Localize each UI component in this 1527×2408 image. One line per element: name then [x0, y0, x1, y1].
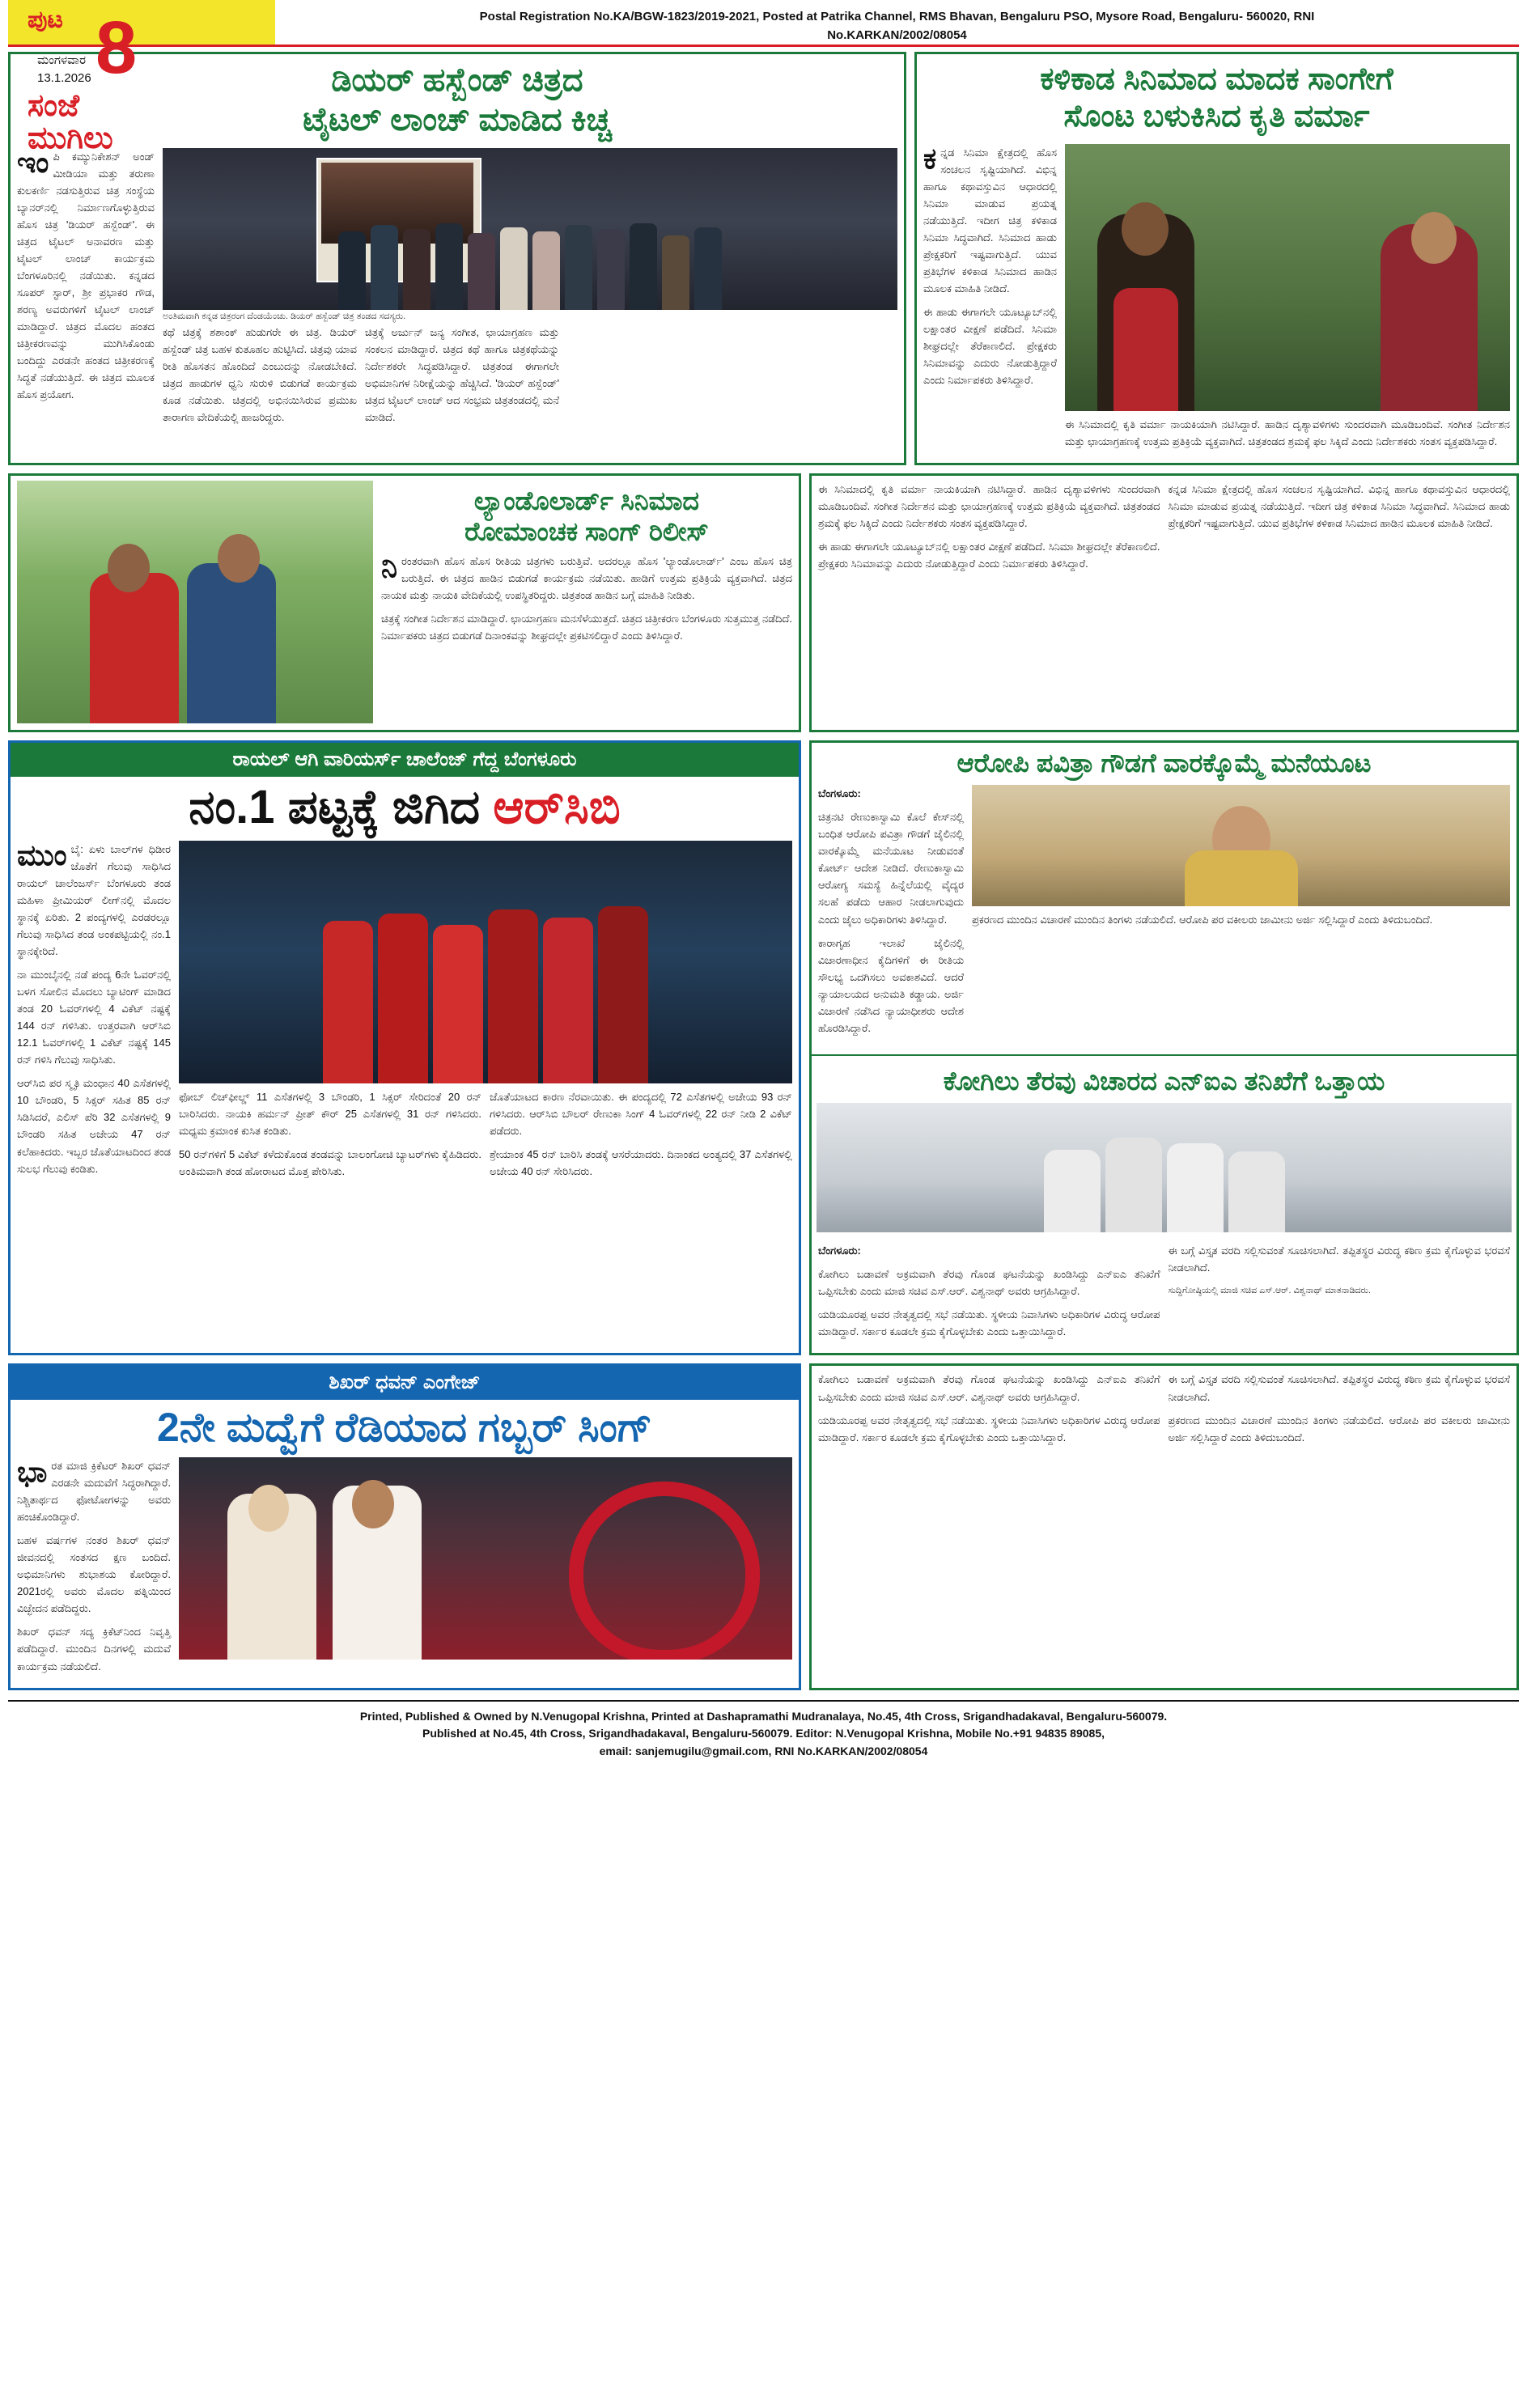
- story-d-text-1: ಚಿತ್ರನಟಿ ರೇಣುಕಾಸ್ವಾಮಿ ಕೊಲೆ ಕೇಸ್‌ನಲ್ಲಿ ಬಂಧಿತ ಆರೋಪಿ ಪವಿತ್ರಾ ಗೌಡಗೆ ಜೈಲಿನಲ್ಲಿ ವಾರಕ್ಕೊಮ್ಮೆ ಮನೆಯೂಟ ನೀಡುವಂತೆ ಕೋರ್ಟ್ ಆದೇಶ ನೀಡಿದೆ. ರೇಣುಕಾಸ್ವಾಮಿ ಆರೋಗ್ಯ ಸಮಸ್ಯೆ ಹಿನ್ನೆಲೆಯಲ್ಲಿ ವೈದ್ಯರ ಸಲಹೆ ಪಡೆದು ಆಹಾರ ನೀಡಲಾಗುವುದು ಎಂದು ಜೈಲು ಅಧಿಕಾರಿಗಳು ತಿಳಿಸಿದ್ದಾರೆ.: [818, 811, 964, 926]
- masthead-registration-block: [275, 0, 1519, 45]
- story-c-photo: [17, 481, 373, 723]
- story-e-photo-caption: ಸುದ್ದಿಗೋಷ್ಠಿಯಲ್ಲಿ ಮಾಜಿ ಸಚಿವ ಎಸ್.ಆರ್. ವಿಶ್ವನಾಥ್ ಮಾತನಾಡಿದರು.: [1168, 1286, 1371, 1296]
- sports-text-6: ಜೊತೆಯಾಟದ ಕಾರಣ ನೆರವಾಯಿತು. ಈ ಪಂದ್ಯದಲ್ಲಿ 72 ಎಸೆತಗಳಲ್ಲಿ ಅಜೇಯ 93 ರನ್ ಗಳಿಸಿದರು. ಆರ್‌ಸಿಬಿ ಬೌಲರ್ ರೇಣುಕಾ ಸಿಂಗ್ 4 ಓವರ್‌ಗಳಲ್ಲಿ 22 ರನ್ ನೀಡಿ 2 ವಿಕೆಟ್ ಪಡೆದರು.: [490, 1090, 792, 1137]
- story-a-text-2: ಕಥೆ ಚಿತ್ರಕ್ಕೆ ಶಶಾಂಕ್ ಹುಡುಗರೇ ಈ ಚಿತ್ರ. ಡಿಯರ್ ಹಸ್ಬೆಂಡ್ ಚಿತ್ರ ಬಹಳ ಕುತೂಹಲ ಹುಟ್ಟಿಸಿದೆ. ಚಿತ್ರವು ಯಾವ ರೀತಿ ಹೊಸತನ ಹೊಂದಿದೆ ಎಂಬುದನ್ನು ನೋಡಬೇಕಿದೆ. ಚಿತ್ರದ ಹಾಡುಗಳ ಧ್ವನಿ ಸುರುಳಿ ಬಿಡುಗಡೆ ಕಾರ್ಯಕ್ರಮ ಕೂಡ ನಡೆಯಿತು. ಚಿತ್ರದಲ್ಲಿ ಅಭಿನಯಿಸಿರುವ ಪ್ರಮುಖ ತಾರಾಗಣ ವೇದಿಕೆಯಲ್ಲಿ ಹಾಜರಿದ್ದರು.: [163, 325, 357, 423]
- story-b-cont-columns: [812, 476, 1516, 585]
- story-c-headline-line1: ಲ್ಯಾಂಡೊಲಾರ್ಡ್ ಸಿನಿಮಾದ: [473, 485, 700, 515]
- story-b-headline-line2: ಸೊಂಟ ಬಳುಕಿಸಿದ ಕೃತಿ ವರ್ಮಾ: [1063, 100, 1370, 134]
- paper-title-line1: ಸಂಜೆ: [28, 89, 80, 123]
- story-b-text-2: ಈ ಸಿನಿಮಾದಲ್ಲಿ ಕೃತಿ ವರ್ಮಾ ನಾಯಕಿಯಾಗಿ ನಟಿಸಿದ್ದಾರೆ. ಹಾಡಿನ ದೃಶ್ಯಾವಳಿಗಳು ಸುಂದರವಾಗಿ ಮೂಡಿಬಂದಿವೆ. ಸಂಗೀತ ನಿರ್ದೇಶನ ಮತ್ತು ಛಾಯಾಗ್ರಹಣಕ್ಕೆ ಉತ್ತಮ ಪ್ರತಿಕ್ರಿಯೆ ವ್ಯಕ್ತವಾಗಿದೆ. ಚಿತ್ರತಂಡದ ಶ್ರಮಕ್ಕೆ ಫಲ ಸಿಕ್ಕಿದೆ ಎಂದು ನಿರ್ದೇಶಕರು ಸಂತಸ ವ್ಯಕ್ತಪಡಿಸಿದ್ದಾರೆ.: [1065, 418, 1510, 447]
- story-d-col-1: [818, 785, 964, 1043]
- sports-text-1: ಮುಂಬೈ: ಏಳು ಬಾಲ್‌ಗಳ ಧಿಡೀರ ಜೊತೆಗೆ ಗೆಲುವು ಸಾಧಿಸಿದ ರಾಯಲ್ ಚಾಲೆಂಜರ್ಸ್ ಬೆಂಗಳೂರು ತಂಡ ಮಹಿಳಾ ಪ್ರೀಮಿಯರ್ ಲೀಗ್‌ನಲ್ಲಿ ಮೊದಲ ಸ್ಥಾನಕ್ಕೆ ಏರಿತು. 2 ಪಂದ್ಯಗಳಲ್ಲಿ ಎರಡರಲ್ಲೂ ಗೆಲುವು ಸಾಧಿಸಿದ ತಂಡ ಅಂಕಪಟ್ಟಿಯಲ್ಲಿ ನಂ.1 ಸ್ಥಾನಕ್ಕೇರಿದೆ.: [17, 837, 171, 957]
- paper-title-line2: ಮುಗಿಲು: [28, 121, 113, 155]
- story-d-right: [972, 785, 1510, 1043]
- story-e-columns: [812, 1237, 1516, 1353]
- sports-text-2: ನಾ ಮುಂಬೈನಲ್ಲಿ ನಡೆ ಪಂದ್ಯ 6ನೇ ಓವರ್‌ನಲ್ಲಿ ಬಳಗ ಸೋಲಿನ ಮೊದಲು ಬ್ಯಾಟಿಂಗ್ ಮಾಡಿದ ತಂಡ 20 ಓವರ್‌ಗಳಲ್ಲಿ 4 ವಿಕೆಟ್ ನಷ್ಟಕ್ಕೆ 144 ರನ್ ಗಳಿಸಿತು. ಉತ್ತರವಾಗಿ ಆರ್‌ಸಿಬಿ 12.1 ಓವರ್‌ಗಳಲ್ಲಿ 1 ವಿಕೆಟ್ ನಷ್ಟಕ್ಕೆ 145 ರನ್ ಗಳಿಸಿ ಗೆಲುವು ಸಾಧಿಸಿತು.: [17, 969, 171, 1066]
- story-e-cont-text-1: ಕೋಗಿಲು ಬಡಾವಣೆ ಅಕ್ರಮವಾಗಿ ತೆರವು ಗೊಂಡ ಘಟನೆಯನ್ನು ಖಂಡಿಸಿದ್ದು ಎನ್‌ಐಎ ತನಿಖೆಗೆ ಒಪ್ಪಿಸಬೇಕು ಎಂದು ಮಾಜಿ ಸಚಿವ ಎಸ್.ಆರ್. ವಿಶ್ವನಾಥ್ ಅವರು ಆಗ್ರಹಿಸಿದ್ದಾರೆ.: [818, 1373, 1160, 1403]
- sports-col-2: [179, 1088, 481, 1186]
- sports-headline: [11, 777, 799, 836]
- story-e-continuation: [809, 1363, 1519, 1689]
- story-dhawan: [8, 1363, 801, 1689]
- story-b-cont-text-3: ಕನ್ನಡ ಸಿನಿಮಾ ಕ್ಷೇತ್ರದಲ್ಲಿ ಹೊಸ ಸಂಚಲನ ಸೃಷ್ಟಿಯಾಗಿದೆ. ವಿಭಿನ್ನ ಹಾಗೂ ಕಥಾವಸ್ತುವಿನ ಆಧಾರದಲ್ಲಿ ಸಿನಿಮಾ ಮಾಡುವ ಪ್ರಯತ್ನ ನಡೆಯುತ್ತಿದೆ. ಇದೀಗ ಚಿತ್ರ ಕಳಿಕಾಡ ಸಿನಿಮಾ ಸಿದ್ಧವಾಗಿದೆ. ಸಿನಿಮಾದ ಹಾಡು ಪ್ರೇಕ್ಷಕರಿಗೆ ಇಷ್ಟವಾಗುತ್ತಿದೆ. ಯುವ ಪ್ರತಿಭೆಗಳ ಕಳಿಕಾಡ ಸಿನಿಮಾದ ಹಾಡಿನ ಮೂಲಕ ಮಾಹಿತಿ ನೀಡಿದೆ.: [1168, 482, 1510, 529]
- sports-row: [8, 740, 1519, 1356]
- story-b-columns: [917, 139, 1516, 463]
- story-f-photo: [179, 1457, 792, 1660]
- story-c-text-2: ಚಿತ್ರಕ್ಕೆ ಸಂಗೀತ ನಿರ್ದೇಶನ ಮಾಡಿದ್ದಾರೆ. ಛಾಯಾಗ್ರಹಣ ಮನಸೆಳೆಯುತ್ತದೆ. ಚಿತ್ರದ ಚಿತ್ರೀಕರಣ ಬೆಂಗಳೂರು ಸುತ್ತಮುತ್ತ ನಡೆದಿದೆ. ನಿರ್ಮಾಪಕರು ಚಿತ್ರದ ಬಿಡುಗಡೆ ದಿನಾಂಕವನ್ನು ಶೀಘ್ರದಲ್ಲೇ ಪ್ರಕಟಿಸಲಿದ್ದಾರೆ ಎಂದು ತಿಳಿಸಿದ್ದಾರೆ.: [381, 612, 792, 642]
- page-label: ಪುಟ: [28, 6, 64, 33]
- story-e-text-2: ಯಡಿಯೂರಪ್ಪ ಅವರ ನೇತೃತ್ವದಲ್ಲಿ ಸಭೆ ನಡೆಯಿತು. ಸ್ಥಳೀಯ ನಿವಾಸಿಗಳು ಅಧಿಕಾರಿಗಳ ವಿರುದ್ಧ ಆರೋಪ ಮಾಡಿದ್ದಾರೆ. ಸರ್ಕಾರ ಕೂಡಲೇ ಕ್ರಮ ಕೈಗೊಳ್ಳಬೇಕು ಎಂದು ಒತ್ತಾಯಿಸಿದ್ದಾರೆ.: [818, 1308, 1160, 1338]
- mid-stories-row: [8, 473, 1519, 732]
- story-d-columns: [812, 780, 1516, 1049]
- story-a-col-1: [17, 145, 155, 432]
- story-b-col-2: [1065, 416, 1510, 456]
- story-a-right: [163, 148, 897, 432]
- story-f-text-1: ಭಾರತ ಮಾಜಿ ಕ್ರಿಕೆಟರ್ ಶಿಖರ್ ಧವನ್ ಎರಡನೇ ಮದುವೆಗೆ ಸಿದ್ಧರಾಗಿದ್ದಾರೆ. ನಿಶ್ಚಿತಾರ್ಥದ ಫೋಟೋಗಳನ್ನು ಅವರು ಹಂಚಿಕೊಂಡಿದ್ದಾರೆ.: [17, 1454, 171, 1524]
- story-e-text-3: ಈ ಬಗ್ಗೆ ವಿಸ್ತೃತ ವರದಿ ಸಲ್ಲಿಸುವಂತೆ ಸೂಚಿಸಲಾಗಿದೆ. ತಪ್ಪಿತಸ್ಥರ ವಿರುದ್ಧ ಕಠಿಣ ಕ್ರಮ ಕೈಗೊಳ್ಳುವ ಭರವಸೆ ನೀಡಲಾಗಿದೆ.: [1168, 1244, 1510, 1274]
- story-b-headline: [917, 54, 1516, 139]
- footer-line-1: Printed, Published & Owned by N.Venugopal Krishna, Printed at Dashapramathi Mudranalaya, No.45, 4th Cross, Srigandhadakaval, Bengaluru-560079.: [359, 1709, 1168, 1723]
- story-f-columns: [11, 1452, 799, 1688]
- top-stories-row: [8, 52, 1519, 465]
- story-f-headline: 2ನೇ ಮದ್ವೆಗೆ ರೆಡಿಯಾದ ಗಬ್ಬರ್ ಸಿಂಗ್: [156, 1405, 653, 1451]
- story-f-banner: ಶಿಖರ್ ಧವನ್ ಎಂಗೇಜ್: [11, 1366, 799, 1400]
- story-c-headline: [381, 481, 792, 549]
- story-e-col-1: [818, 1242, 1160, 1346]
- story-b-text-1: ಕನ್ನಡ ಸಿನಿಮಾ ಕ್ಷೇತ್ರದಲ್ಲಿ ಹೊಸ ಸಂಚಲನ ಸೃಷ್ಟಿಯಾಗಿದೆ. ವಿಭಿನ್ನ ಹಾಗೂ ಕಥಾವಸ್ತುವಿನ ಆಧಾರದಲ್ಲಿ ಸಿನಿಮಾ ಮಾಡುವ ಪ್ರಯತ್ನ ನಡೆಯುತ್ತಿದೆ. ಇದೀಗ ಚಿತ್ರ ಕಳಿಕಾಡ ಸಿನಿಮಾ ಸಿದ್ಧವಾಗಿದೆ. ಸಿನಿಮಾದ ಹಾಡು ಪ್ರೇಕ್ಷಕರಿಗೆ ಇಷ್ಟವಾಗುತ್ತಿದೆ. ಯುವ ಪ್ರತಿಭೆಗಳ ಕಳಿಕಾಡ ಸಿನಿಮಾದ ಹಾಡಿನ ಮೂಲಕ ಮಾಹಿತಿ ನೀಡಿದೆ.: [923, 141, 1057, 295]
- sports-story: [8, 740, 801, 1356]
- story-c-headline-line2: ರೋಮಾಂಚಕ ಸಾಂಗ್ ರಿಲೀಸ್: [464, 517, 709, 547]
- story-b-continuation: [809, 473, 1519, 732]
- story-e-cont-text-4: ಪ್ರಕರಣದ ಮುಂದಿನ ವಿಚಾರಣೆ ಮುಂದಿನ ತಿಂಗಳು ನಡೆಯಲಿದೆ. ಆರೋಪಿ ಪರ ವಕೀಲರು ಜಾಮೀನು ಅರ್ಜಿ ಸಲ್ಲಿಸಿದ್ದಾರೆ ಎಂದು ತಿಳಿದುಬಂದಿದೆ.: [1168, 1414, 1510, 1444]
- story-d-text-3: ಪ್ರಕರಣದ ಮುಂದಿನ ವಿಚಾರಣೆ ಮುಂದಿನ ತಿಂಗಳು ನಡೆಯಲಿದೆ. ಆರೋಪಿ ಪರ ವಕೀಲರು ಜಾಮೀನು ಅರ್ಜಿ ಸಲ್ಲಿಸಿದ್ದಾರೆ ಎಂದು ತಿಳಿದುಬಂದಿದೆ.: [972, 914, 1433, 926]
- story-d-dateline: ಬೆಂಗಳೂರು:: [818, 787, 861, 800]
- story-b-cont-col-2: [1169, 481, 1511, 579]
- story-c-columns: [11, 476, 799, 730]
- story-e-col-2: [1169, 1242, 1511, 1346]
- story-c-photo-wrap: [17, 481, 373, 723]
- story-e-photo: [817, 1103, 1512, 1232]
- sports-photo: [179, 841, 792, 1083]
- story-b-photo: [1065, 144, 1510, 411]
- sports-text-3: ಆರ್‌ಸಿಬಿ ಪರ ಸ್ಮೃತಿ ಮಂಧಾನ 40 ಎಸೆತಗಳಲ್ಲಿ 10 ಬೌಂಡರಿ, 5 ಸಿಕ್ಸರ್ ಸಹಿತ 85 ರನ್ ಸಿಡಿಸಿದರೆ, ಎಲಿಸ್ ಪೆರಿ 32 ಎಸೆತಗಳಲ್ಲಿ 9 ಬೌಂಡರಿ ಸಹಿತ ಅಜೇಯ 47 ರನ್ ಕಲೆಹಾಕಿದರು. ಇಬ್ಬರ ಜೊತೆಯಾಟದಿಂದ ತಂಡ ಸುಲಭ ಗೆಲುವು ಕಂಡಿತು.: [17, 1077, 171, 1175]
- story-a-columns: [11, 143, 904, 439]
- story-c-text-1: ನಿರಂತರವಾಗಿ ಹೊಸ ಹೊಸ ರೀತಿಯ ಚಿತ್ರಗಳು ಬರುತ್ತಿವೆ. ಅದರಲ್ಲೂ ಹೊಸ 'ಲ್ಯಾಂಡೊಲಾರ್ಡ್' ಎಂಬ ಹೊಸ ಚಿತ್ರ ಬರುತ್ತಿದೆ. ಈ ಚಿತ್ರದ ಹಾಡಿನ ಬಿಡುಗಡೆ ಕಾರ್ಯಕ್ರಮ ನಡೆಯಿತು. ಹಾಡಿಗೆ ಉತ್ತಮ ಪ್ರತಿಕ್ರಿಯೆ ವ್ಯಕ್ತವಾಗಿದೆ. ಚಿತ್ರದ ನಾಯಕ ಮತ್ತು ನಾಯಕಿ ವೇದಿಕೆಯಲ್ಲಿ ಉಪಸ್ಥಿತರಿದ್ದರು. ಚಿತ್ರತಂಡ ಹಾಡಿನ ಬಗ್ಗೆ ಮಾಹಿತಿ ನೀಡಿತು.: [381, 549, 792, 601]
- story-a-text-3: ಚಿತ್ರಕ್ಕೆ ಅರ್ಜುನ್ ಜನ್ಯ ಸಂಗೀತ, ಛಾಯಾಗ್ರಹಣ ಮತ್ತು ಸಂಕಲನ ಮಾಡಿದ್ದಾರೆ. ಚಿತ್ರದ ಕಥೆ ಹಾಗೂ ಚಿತ್ರಕಥೆಯನ್ನು ನಿರ್ದೇಶಕರೇ ಸಿದ್ಧಪಡಿಸಿದ್ದಾರೆ. ಚಿತ್ರತಂಡ ಈಗಾಗಲೇ ಅಭಿಮಾನಿಗಳ ನಿರೀಕ್ಷೆಯನ್ನು ಹೆಚ್ಚಿಸಿದೆ. 'ಡಿಯರ್ ಹಸ್ಬೆಂಡ್' ಚಿತ್ರದ ಟೈಟಲ್ ಲಾಂಚ್ ಆದ ಸಂಭ್ರಮ ಚಿತ್ರತಂಡದಲ್ಲಿ ಮನೆ ಮಾಡಿದೆ.: [365, 325, 559, 423]
- story-f-col-1: [17, 1454, 171, 1681]
- story-b-headline-line1: ಕಳಿಕಾಡ ಸಿನಿಮಾದ ಮಾದಕ ಸಾಂಗೇಗೆ: [1040, 62, 1393, 96]
- story-a-headline-line2: ಟೈಟಲ್ ಲಾಂಚ್ ಮಾಡಿದ ಕಿಚ್ಚ: [303, 101, 612, 138]
- paper-title: [28, 91, 113, 155]
- page-number: 8: [95, 6, 138, 89]
- story-d-col-2: [972, 906, 1510, 928]
- story-e-dateline: ಬೆಂಗಳೂರು:: [818, 1244, 861, 1257]
- date-label: 13.1.2026: [37, 71, 91, 85]
- story-f-text-3: ಶಿಖರ್ ಧವನ್ ಸದ್ಯ ಕ್ರಿಕೆಟ್‌ನಿಂದ ನಿವೃತ್ತಿ ಪಡೆದಿದ್ದಾರೆ. ಮುಂದಿನ ದಿನಗಳಲ್ಲಿ ಮದುವೆ ಕಾರ್ಯಕ್ರಮ ನಡೆಯಲಿದೆ.: [17, 1626, 171, 1672]
- story-e-cont-columns: [812, 1366, 1516, 1458]
- story-b-cont-col-1: [818, 481, 1160, 579]
- story-d-photo: [972, 785, 1510, 906]
- story-e-headline: ಕೋಗಿಲು ತೆರವು ವಿಚಾರದ ಎನ್‌ಐಎ ತನಿಖೆಗೆ ಒತ್ತಾಯ: [943, 1066, 1385, 1096]
- story-e-cont-text-3: ಈ ಬಗ್ಗೆ ವಿಸ್ತೃತ ವರದಿ ಸಲ್ಲಿಸುವಂತೆ ಸೂಚಿಸಲಾಗಿದೆ. ತಪ್ಪಿತಸ್ಥರ ವಿರುದ್ಧ ಕಠಿಣ ಕ್ರಮ ಕೈಗೊಳ್ಳುವ ಭರವಸೆ ನೀಡಲಾಗಿದೆ.: [1168, 1373, 1510, 1403]
- sports-right: [179, 841, 792, 1186]
- story-dear-husband: [8, 52, 906, 465]
- footer-line-3: email: sanjemugilu@gmail.com, RNI No.KARKAN/2002/08054: [599, 1744, 928, 1757]
- sports-headline-plain: ನಂ.1 ಪಟ್ಟಕ್ಕೆ ಜಿಗಿದ: [189, 780, 494, 833]
- story-f-photo-wrap: [179, 1457, 792, 1681]
- sports-columns: [11, 836, 799, 1193]
- page-footer: [8, 1700, 1519, 1772]
- story-b-text-3: ಈ ಹಾಡು ಈಗಾಗಲೇ ಯೂಟ್ಯೂಬ್‌ನಲ್ಲಿ ಲಕ್ಷಾಂತರ ವೀಕ್ಷಣೆ ಪಡೆದಿದೆ. ಸಿನಿಮಾ ಶೀಘ್ರದಲ್ಲೇ ತೆರೆಕಾಣಲಿದೆ. ಪ್ರೇಕ್ಷಕರು ಸಿನಿಮಾವನ್ನು ಎದುರು ನೋಡುತ್ತಿದ್ದಾರೆ ಎಂದು ನಿರ್ಮಾಪಕರು ತಿಳಿಸಿದ್ದಾರೆ.: [923, 306, 1057, 387]
- story-e-cont-text-2: ಯಡಿಯೂರಪ್ಪ ಅವರ ನೇತೃತ್ವದಲ್ಲಿ ಸಭೆ ನಡೆಯಿತು. ಸ್ಥಳೀಯ ನಿವಾಸಿಗಳು ಅಧಿಕಾರಿಗಳ ವಿರುದ್ಧ ಆರೋಪ ಮಾಡಿದ್ದಾರೆ. ಸರ್ಕಾರ ಕೂಡಲೇ ಕ್ರಮ ಕೈಗೊಳ್ಳಬೇಕು ಎಂದು ಒತ್ತಾಯಿಸಿದ್ದಾರೆ.: [818, 1414, 1160, 1444]
- story-e-cont-col-2: [1169, 1371, 1511, 1452]
- story-d-text-2: ಕಾರಾಗೃಹ ಇಲಾಖೆ ಜೈಲಿನಲ್ಲಿ ವಿಚಾರಣಾಧೀನ ಕೈದಿಗಳಿಗೆ ಈ ರೀತಿಯ ಸೌಲಭ್ಯ ಒದಗಿಸಲು ಅವಕಾಶವಿದೆ. ಆದರೆ ನ್ಯಾಯಾಲಯದ ಅನುಮತಿ ಕಡ್ಡಾಯ. ಅರ್ಜಿ ವಿಚಾರಣೆ ನಡೆಸಿದ ನ್ಯಾಯಾಧೀಶರು ಆದೇಶ ಹೊರಡಿಸಿದ್ದಾರೆ.: [818, 936, 964, 1034]
- sports-text-5: 50 ರನ್‌ಗಳಿಗೆ 5 ವಿಕೆಟ್ ಕಳೆದುಕೊಂಡ ತಂಡವನ್ನು ಬಾಲಂಗೋಚಿ ಬ್ಯಾಟರ್‌ಗಳು ಕೈಹಿಡಿದರು. ಅಂತಿಮವಾಗಿ ತಂಡ ಹೋರಾಟದ ಮೊತ್ತ ಪೇರಿಸಿತು.: [179, 1147, 481, 1177]
- story-a-col-2: [163, 324, 357, 432]
- story-landlord: [8, 473, 801, 732]
- sports-text-4: ಫೋಬ್ ಲಿಚ್‌ಫೀಲ್ಡ್ 11 ಎಸೆತಗಳಲ್ಲಿ 3 ಬೌಂಡರಿ, 1 ಸಿಕ್ಸರ್ ಸೇರಿದಂತೆ 20 ರನ್ ಬಾರಿಸಿದರು. ನಾಯಕಿ ಹರ್ಮನ್ ಪ್ರೀತ್ ಕೌರ್ 25 ಎಸೆತಗಳಲ್ಲಿ 31 ರನ್ ಗಳಿಸಿದರು. ಮಧ್ಯಮ ಕ್ರಮಾಂಕ ಕುಸಿತ ಕಂಡಿತು.: [179, 1090, 481, 1137]
- story-b-cont-text-1: ಈ ಸಿನಿಮಾದಲ್ಲಿ ಕೃತಿ ವರ್ಮಾ ನಾಯಕಿಯಾಗಿ ನಟಿಸಿದ್ದಾರೆ. ಹಾಡಿನ ದೃಶ್ಯಾವಳಿಗಳು ಸುಂದರವಾಗಿ ಮೂಡಿಬಂದಿವೆ. ಸಂಗೀತ ನಿರ್ದೇಶನ ಮತ್ತು ಛಾಯಾಗ್ರಹಣಕ್ಕೆ ಉತ್ತಮ ಪ್ರತಿಕ್ರಿಯೆ ವ್ಯಕ್ತವಾಗಿದೆ. ಚಿತ್ರತಂಡದ ಶ್ರಮಕ್ಕೆ ಫಲ ಸಿಕ್ಕಿದೆ ಎಂದು ನಿರ್ದೇಶಕರು ಸಂತಸ ವ್ಯಕ್ತಪಡಿಸಿದ್ದಾರೆ.: [818, 482, 1160, 529]
- story-a-col-3: [365, 324, 559, 432]
- story-a-headline: [11, 54, 904, 143]
- story-b-right: [1065, 144, 1510, 456]
- masthead-flag: [8, 0, 275, 155]
- footer-line-2: Published at No.45, 4th Cross, Srigandhadakaval, Bengaluru-560079. Editor: N.Venugopal Krishna, Mobile No.+91 94835 89085,: [422, 1727, 1105, 1740]
- story-pavithra-gowda: [809, 740, 1519, 1356]
- story-d-headline: ಆರೋಪಿ ಪವಿತ್ರಾ ಗೌಡಗೆ ವಾರಕ್ಕೊಮ್ಮೆ ಮನೆಯೂಟ: [956, 748, 1372, 778]
- story-f-text-2: ಬಹಳ ವರ್ಷಗಳ ನಂತರ ಶಿಖರ್ ಧವನ್ ಜೀವನದಲ್ಲಿ ಸಂತಸದ ಕ್ಷಣ ಬಂದಿದೆ. ಅಭಿಮಾನಿಗಳು ಶುಭಾಶಯ ಕೋರಿದ್ದಾರೆ. 2021ರಲ್ಲಿ ಅವರು ಮೊದಲ ಪತ್ನಿಯಿಂದ ವಿಚ್ಛೇದನ ಪಡೆದಿದ್ದರು.: [17, 1534, 171, 1615]
- story-c-body: [381, 481, 792, 723]
- day-label: ಮಂಗಳವಾರ: [37, 53, 87, 67]
- sports-headline-red: ಆರ್‌ಸಿಬಿ: [493, 780, 621, 833]
- story-e-text-1: ಕೋಗಿಲು ಬಡಾವಣೆ ಅಕ್ರಮವಾಗಿ ತೆರವು ಗೊಂಡ ಘಟನೆಯನ್ನು ಖಂಡಿಸಿದ್ದು ಎನ್‌ಐಎ ತನಿಖೆಗೆ ಒಪ್ಪಿಸಬೇಕು ಎಂದು ಮಾಜಿ ಸಚಿವ ಎಸ್.ಆರ್. ವಿಶ್ವನಾಥ್ ಅವರು ಆಗ್ರಹಿಸಿದ್ದಾರೆ.: [818, 1268, 1160, 1298]
- story-b-cont-text-2: ಈ ಹಾಡು ಈಗಾಗಲೇ ಯೂಟ್ಯೂಬ್‌ನಲ್ಲಿ ಲಕ್ಷಾಂತರ ವೀಕ್ಷಣೆ ಪಡೆದಿದೆ. ಸಿನಿಮಾ ಶೀಘ್ರದಲ್ಲೇ ತೆರೆಕಾಣಲಿದೆ. ಪ್ರೇಕ್ಷಕರು ಸಿನಿಮಾವನ್ನು ಎದುರು ನೋಡುತ್ತಿದ್ದಾರೆ ಎಂದು ನಿರ್ಮಾಪಕರು ತಿಳಿಸಿದ್ದಾರೆ.: [818, 540, 1160, 570]
- story-e-cont-col-1: [818, 1371, 1160, 1452]
- story-kalikaada: [914, 52, 1519, 465]
- story-a-headline-line1: ಡಿಯರ್ ಹಸ್ಬೆಂಡ್ ಚಿತ್ರದ: [331, 62, 583, 98]
- sports-banner: ರಾಯಲ್ ಆಗಿ ವಾರಿಯರ್ಸ್ ಚಾಲೆಂಜ್ ಗೆದ್ದ ಬೆಂಗಳೂರು: [11, 743, 799, 777]
- sports-col-1: [17, 837, 171, 1186]
- sports-col-3: [490, 1088, 792, 1186]
- story-c-col-1: [381, 549, 792, 651]
- story-b-col-1: [923, 141, 1057, 456]
- registration-text: Postal Registration No.KA/BGW-1823/2019-2021, Posted at Patrika Channel, RMS Bhavan, Bengaluru PSO, Mysore Road, Bengaluru- 560020, RNI No.KARKAN/2002/08054: [479, 10, 1315, 42]
- story-a-photo: [163, 148, 897, 310]
- sports-text-7: ಶ್ರೇಯಾಂಕ 45 ರನ್ ಬಾರಿಸಿ ತಂಡಕ್ಕೆ ಆಸರೆಯಾದರು. ದಿನಾಂಕದ ಅಂತ್ಯದಲ್ಲಿ 37 ಎಸೆತಗಳಲ್ಲಿ ಅಜೇಯ 40 ರನ್ ಸೇರಿಸಿದರು.: [490, 1147, 792, 1177]
- story-a-text-1: ಇಂಪಿ ಕಮ್ಯುನಿಕೇಶನ್ ಅಂಡ್ ಮೀಡಿಯಾ ಮತ್ತು ತರುಣಾ ಕುಲಕರ್ಣಿ ನಡಸುತ್ತಿರುವ ಚಿತ್ರ ಸಂಸ್ಥೆಯ ಬ್ಯಾನರ್‌ನಲ್ಲಿ ನಿರ್ಮಾಣಗೊಳ್ಳುತ್ತಿರುವ ಹೊಸ ಚಿತ್ರ 'ಡಿಯರ್ ಹಸ್ಬೆಂಡ್'. ಈ ಚಿತ್ರದ ಟೈಟಲ್ ಅನಾವರಣ ಮತ್ತು ಟೈಟಲ್ ಲಾಂಚ್ ಕಾರ್ಯಕ್ರಮ ಬೆಂಗಳೂರಿನಲ್ಲಿ ನಡೆಯಿತು. ಕನ್ನಡದ ಸೂಪರ್ ಸ್ಟಾರ್, ಶ್ರೀ ಪ್ರಭಾಕರ ಗೌಡ, ಶರಣ್ಯ ಅವರುಗಳಿಗೆ ಟೈಟಲ್ ಲಾಂಚ್ ಮಾಡಿದ್ದಾರೆ. ಚಿತ್ರದ ಮೊದಲ ಹಂತದ ಚಿತ್ರೀಕರಣವನ್ನು ಮುಗಿಸಿಕೊಂಡು ಬಂದಿದ್ದು ಎರಡನೇ ಹಂತದ ಚಿತ್ರೀಕರಣಕ್ಕೆ ಸಿದ್ಧತೆ ನಡೆಯುತ್ತಿದೆ. ಈ ಚಿತ್ರದ ಮೂಲಕ ಹೊಸ ಪ್ರಯೋಗ.: [17, 145, 155, 401]
- bottom-row: [8, 1363, 1519, 1689]
- story-a-photo-caption: ಅಂತಿಮವಾಗಿ ಕನ್ನಡ ಚಿತ್ರರಂಗ ದೆಂಡಯೆಂಚು. ಡಿಯರ್ ಹಸ್ಬೆಂಡ್ ಚಿತ್ರ ತಂಡದ ಸದಸ್ಯರು.: [163, 311, 406, 321]
